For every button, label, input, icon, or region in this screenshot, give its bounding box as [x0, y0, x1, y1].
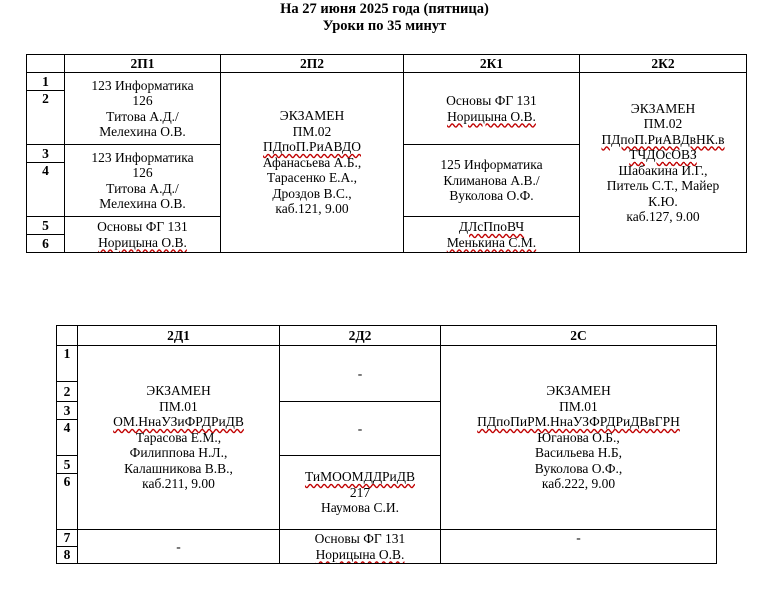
examiner: К.Ю. — [648, 193, 678, 209]
cell-2p1-lessons-3-4 — [65, 145, 221, 217]
examiner: Тарасова Е.М., — [135, 429, 222, 445]
lesson-number: 7 — [57, 530, 78, 547]
examiner: Афанасьева А.Б., — [262, 154, 362, 170]
exam-label: ЭКЗАМЕН — [546, 383, 611, 399]
module-code: ПМ.02 — [643, 116, 683, 131]
lesson-number: 2 — [57, 382, 78, 402]
teacher: Наумова С.И. — [321, 500, 399, 516]
lesson-number: 4 — [57, 420, 78, 456]
examiner: Шабакина И.Г., — [618, 162, 708, 178]
lesson-number: 3 — [57, 402, 78, 420]
module-code: ПМ.01 — [159, 398, 198, 414]
module-code: ПМ.01 — [559, 398, 598, 414]
subject: Основы ФГ 131 — [97, 219, 188, 234]
cell-2s-exam — [441, 346, 717, 530]
module-name: ПДпоП.РиАВДО — [263, 139, 361, 155]
subject: 123 Информатика — [91, 77, 194, 93]
group-header-2k1: 2К1 — [404, 55, 580, 73]
group-header-2d2: 2Д2 — [280, 326, 441, 346]
teacher: Менькина С.М. — [446, 234, 537, 250]
teacher: Титова А.Д./ — [106, 108, 179, 124]
corner-cell — [57, 326, 78, 346]
cell-2d2-lessons-7-8 — [280, 530, 441, 564]
cell-2p1-lessons-1-2 — [65, 73, 221, 145]
module-name: ТЧДОсОВЗ — [629, 147, 697, 162]
teacher: Норицына О.В. — [315, 546, 405, 562]
subject: 123 Информатика — [91, 149, 194, 165]
examiner: Вуколова О.Ф., — [534, 460, 623, 476]
cell-2p2-exam — [221, 73, 404, 253]
module-code: ПМ.02 — [292, 123, 332, 139]
cell-2k1-lessons-3-4 — [404, 145, 580, 217]
lesson-number: 5 — [27, 217, 65, 235]
cell-2k2-exam — [580, 73, 747, 253]
lesson-number: 1 — [27, 73, 65, 91]
subject: Основы ФГ 131 — [314, 531, 406, 546]
corner-cell — [27, 55, 65, 73]
lesson-number: 2 — [27, 91, 65, 145]
examiner: Дроздов В.С., — [272, 185, 352, 201]
group-header-2s: 2С — [441, 326, 717, 346]
group-header-2p1: 2П1 — [65, 55, 221, 73]
lesson-number: 3 — [27, 145, 65, 163]
lesson-number: 1 — [57, 346, 78, 382]
cell-2s-lessons-7-8: - — [441, 530, 717, 564]
module-name: ПДпоП.РиАВДвНК.в — [601, 131, 725, 147]
cell-2d2-lessons-3-4: - — [280, 402, 441, 456]
examiner: Юганова О.Б., — [537, 429, 620, 445]
room-time: каб.121, 9.00 — [275, 201, 349, 217]
cell-2d1-lessons-7-8: - — [78, 530, 280, 564]
room: 126 — [132, 165, 153, 180]
exam-label: ЭКЗАМЕН — [630, 100, 696, 116]
group-header-2d1: 2Д1 — [78, 326, 280, 346]
cell-2d2-lessons-5-6 — [280, 456, 441, 530]
subject: ТиМООМДДРиДВ — [304, 469, 415, 485]
cell-2d1-exam — [78, 346, 280, 530]
room: 217 — [349, 484, 371, 500]
examiner: Филиппова Н.Л., — [129, 445, 228, 461]
lesson-number: 8 — [57, 547, 78, 564]
room: 126 — [132, 93, 153, 108]
cell-2k1-lessons-5-6 — [404, 217, 580, 253]
teacher: Норицына О.В. — [98, 234, 187, 250]
teacher: Климанова А.В./ — [443, 172, 540, 188]
group-header-2k2: 2К2 — [580, 55, 747, 73]
module-name: ПДпоПиРМ.НнаУЗФРДРиДВвГРН — [477, 414, 680, 430]
module-name: ОМ.НнаУЗиФРДРиДВ — [113, 414, 244, 430]
room-time: каб.211, 9.00 — [142, 476, 215, 492]
cell-2k1-lessons-1-2 — [404, 73, 580, 145]
examiner: Тарасенко Е.А., — [266, 170, 358, 186]
schedule-table-2 — [56, 325, 717, 564]
cell-2d2-lessons-1-2: - — [280, 346, 441, 402]
subject: Основы ФГ 131 — [446, 93, 537, 108]
teacher: Норицына О.В. — [447, 108, 536, 124]
examiner: Питель С.Т., Майер — [606, 178, 720, 193]
examiner: Калашникова В.В., — [124, 460, 233, 476]
room-time: каб.222, 9.00 — [541, 476, 616, 492]
examiner: Васильева Н.Б, — [535, 445, 622, 461]
teacher: Мелехина О.В. — [99, 124, 186, 139]
exam-label: ЭКЗАМЕН — [146, 383, 211, 399]
lesson-number: 6 — [27, 235, 65, 253]
room-time: каб.127, 9.00 — [626, 209, 700, 224]
cell-2p1-lessons-5-6 — [65, 217, 221, 253]
group-header-2p2: 2П2 — [221, 55, 404, 73]
teacher: Титова А.Д./ — [106, 180, 179, 196]
lesson-number: 4 — [27, 163, 65, 217]
date-heading: На 27 июня 2025 года (пятница) — [280, 1, 489, 17]
lesson-number: 6 — [57, 474, 78, 530]
teacher: Мелехина О.В. — [99, 196, 186, 211]
exam-label: ЭКЗАМЕН — [279, 108, 345, 124]
teacher: Вуколова О.Ф. — [449, 188, 534, 204]
lessons-duration-heading: Уроки по 35 минут — [322, 18, 447, 34]
schedule-table-1 — [26, 54, 747, 253]
subject: ДЛсПпоВЧ — [458, 219, 525, 234]
lesson-number: 5 — [57, 456, 78, 474]
subject: 125 Информатика — [440, 157, 543, 173]
